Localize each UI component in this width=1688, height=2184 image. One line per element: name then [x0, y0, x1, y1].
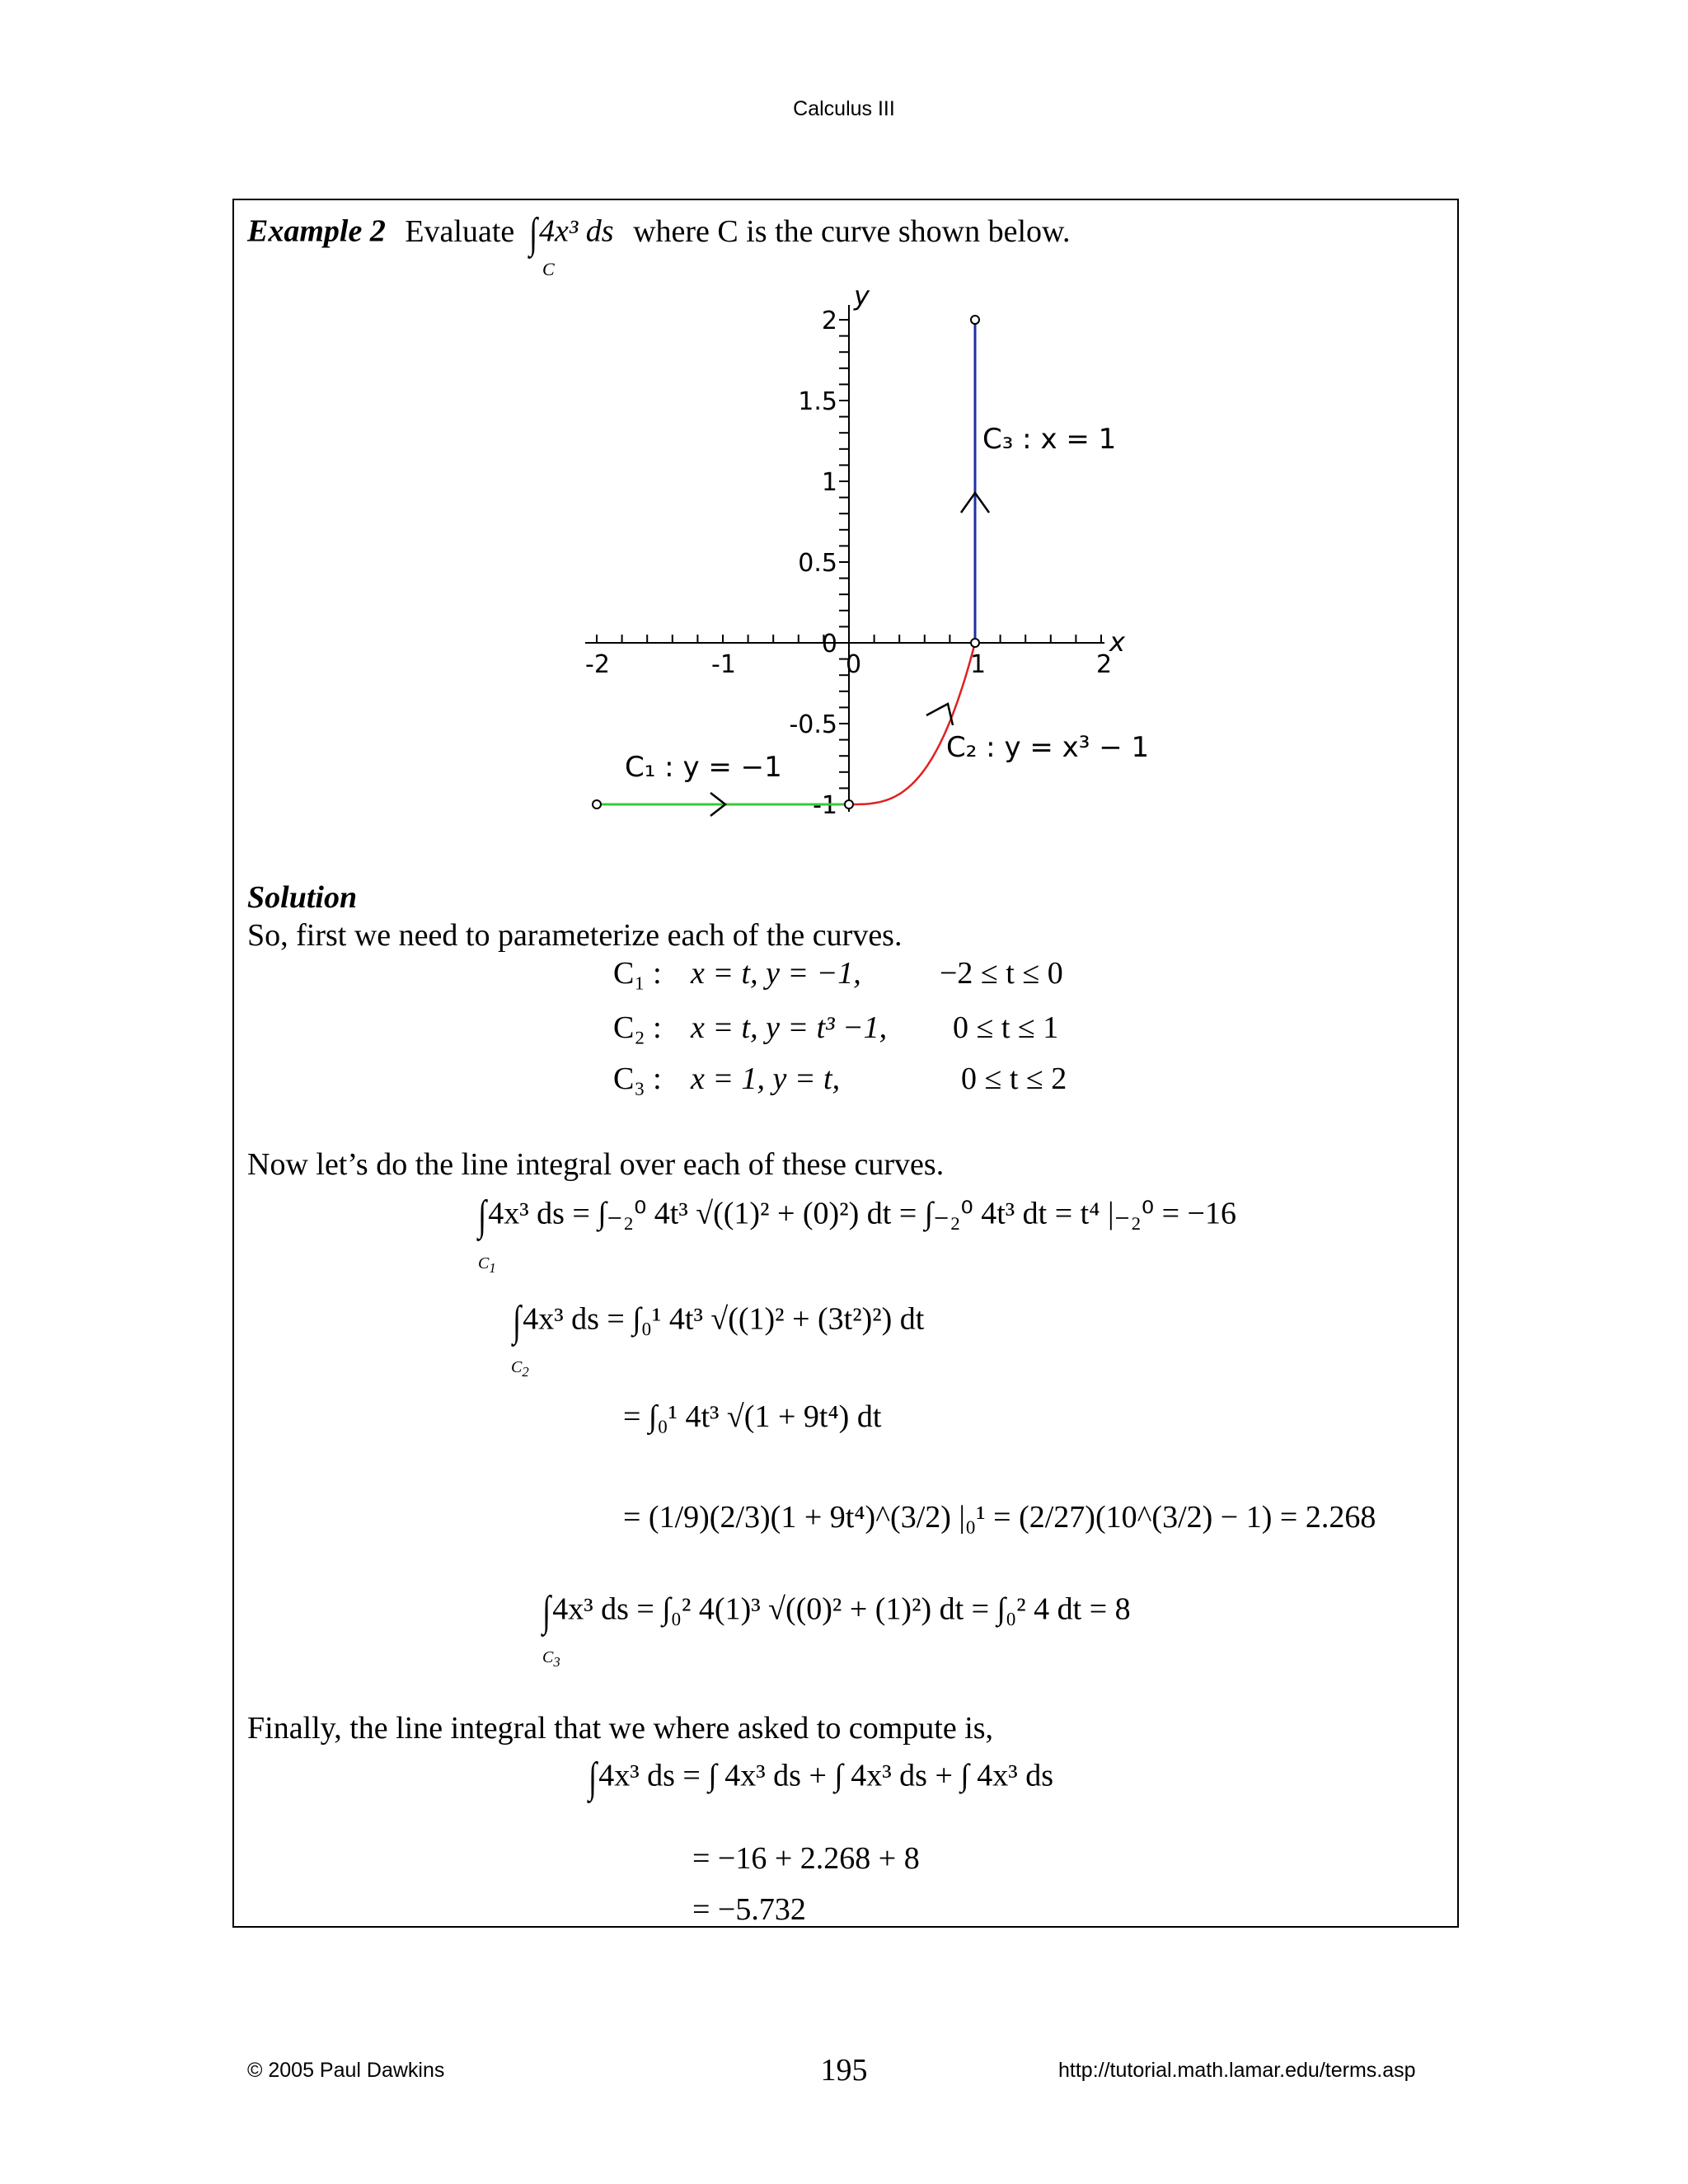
param-c2-range: 0 ≤ t ≤ 1 [953, 1010, 1059, 1045]
c3-integral: ∫4x³ ds = ∫₀² 4(1)³ √((0)² + (1)²) dt = ∫₀² 4 dt = 8 [542, 1588, 1131, 1635]
x-tick-label: 1 [970, 650, 987, 679]
y-axis-ticks [789, 307, 849, 820]
integral-sign: ∫ [588, 1755, 598, 1802]
c2-integral-1: ∫4x³ ds = ∫₀¹ 4t³ √((1)² + (3t²)²) dt [513, 1298, 925, 1345]
x-axis-label: x [1109, 626, 1125, 658]
y-tick-label: 1.5 [798, 387, 837, 416]
y-tick-label: 1 [821, 468, 837, 497]
x-tick-label: -1 [711, 650, 736, 679]
param-c2-eqs: x = t, y = t³ −1, [691, 1010, 888, 1045]
footer-page-number: 195 [820, 2053, 868, 2088]
y-tick-label: -1 [813, 791, 837, 820]
endpoint-c1-c2 [845, 800, 853, 808]
solution-heading: Solution [247, 880, 358, 915]
integral-sign: ∫ [513, 1298, 522, 1345]
param-c3-range: 0 ≤ t ≤ 2 [961, 1062, 1067, 1096]
c2-label: C₂ : y = x³ − 1 [946, 731, 1150, 764]
total-integral: ∫4x³ ds = ∫ 4x³ ds + ∫ 4x³ ds + ∫ 4x³ ds [588, 1755, 1053, 1802]
curve-graph [560, 280, 1154, 824]
curve-c2 [849, 643, 975, 804]
c1-label: C₁ : y = −1 [625, 751, 782, 784]
param-c1-curve: C₁ : [613, 956, 662, 991]
footer-url: http://tutorial.math.lamar.edu/terms.asp [1058, 2059, 1416, 2082]
y-tick-label: -0.5 [789, 710, 837, 739]
footer-copyright: © 2005 Paul Dawkins [247, 2059, 445, 2082]
example-label: Example 2 [247, 213, 386, 249]
x-axis-ticks [585, 635, 1112, 679]
endpoint-end [971, 316, 979, 324]
example-integrand: 4x³ ds [539, 213, 614, 249]
param-c3-curve: C₃ : [613, 1062, 662, 1096]
y-tick-label: 2 [821, 307, 837, 335]
param-c2-curve: C₂ : [613, 1010, 662, 1045]
example-curve-sub: C [542, 259, 555, 279]
example-prompt-post: where C is the curve shown below. [633, 213, 1071, 249]
integral-sign: ∫ [542, 1588, 551, 1635]
param-c1-eqs: x = t, y = −1, [691, 956, 861, 991]
integral-sign: ∫ [478, 1193, 487, 1240]
c1-integral: ∫4x³ ds = ∫₋₂⁰ 4t³ √((1)² + (0)²) dt = ∫₋₂⁰ 4t³ dt = t⁴ |₋₂⁰ = −16 [478, 1193, 1236, 1240]
finally-text: Finally, the line integral that we where asked to compute is, [247, 1711, 994, 1746]
total-result: = −5.732 [692, 1892, 806, 1927]
c3-sub: $C_3$ [542, 1648, 560, 1670]
c2-integral-3: = (1/9)(2/3)(1 + 9t⁴)^(3/2) |₀¹ = (2/27)(10^(3/2) − 1) = 2.268 [623, 1500, 1376, 1535]
y-axis-label: y [854, 280, 870, 312]
param-c3-eqs: x = 1, y = t, [691, 1062, 841, 1096]
x-tick-label: 0 [846, 650, 862, 679]
endpoint-c2-c3 [971, 639, 979, 647]
c2-integral-2: = ∫₀¹ 4t³ √(1 + 9t⁴) dt [623, 1399, 882, 1434]
example-prompt-pre: Evaluate [405, 213, 515, 249]
page-header: Calculus III [793, 97, 895, 120]
now-text: Now let’s do the line integral over each of these curves. [247, 1147, 945, 1182]
y-tick-label: 0 [821, 630, 837, 658]
endpoint-start [593, 800, 601, 808]
c2-sub: $C_2$ [511, 1358, 529, 1380]
x-tick-label: 2 [1096, 650, 1113, 679]
param-c1-range: −2 ≤ t ≤ 0 [940, 956, 1063, 991]
integral-sign: ∫ [528, 210, 537, 257]
total-sum: = −16 + 2.268 + 8 [692, 1841, 920, 1876]
y-tick-label: 0.5 [798, 549, 837, 578]
c3-label: C₃ : x = 1 [982, 423, 1117, 456]
c1-sub: $C_1$ [478, 1254, 496, 1276]
solution-intro: So, first we need to parameterize each of the curves. [247, 918, 903, 953]
x-tick-label: -2 [585, 650, 610, 679]
example-heading [247, 210, 1071, 257]
